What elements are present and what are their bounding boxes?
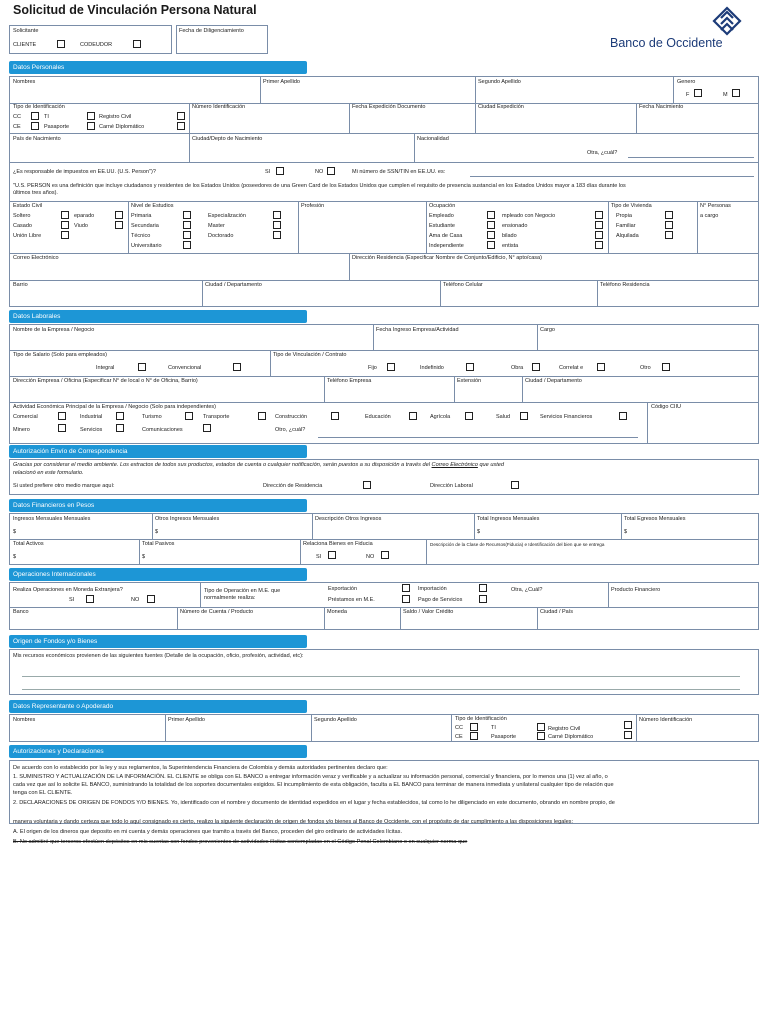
ama-de-casa-checkbox[interactable] [487,231,495,239]
ciudad-expedicion-label: Ciudad Expedición [478,104,524,110]
section-correspondencia: Autorización Envío de Correspondencia [9,445,307,458]
nacionalidad-label: Nacionalidad [417,136,449,142]
importacion-label: Importación [418,586,447,592]
section-financieros: Datos Financieros en Pesos [9,499,307,512]
agricola-label: Agrícola [430,414,451,420]
rep-ce-checkbox[interactable] [470,732,478,740]
construccion-label: Construcción [275,414,308,420]
casado-checkbox[interactable] [61,221,69,229]
familiar-label: Familiar [616,223,636,229]
total-egresos-label: Total Egresos Mensuales [624,516,686,522]
descripcion-otros-label: Descripción Otros Ingresos [315,516,382,522]
propia-label: Propia [616,213,632,219]
autorizaciones-p8: B. No admitiré que terceros efectúen depósitos en mis cuentas con fondos provenientes de actividades ilícitas contempladas en el Código Penal Colombiano o en cualquier norma que [13,839,468,845]
numero-cuenta-label: Número de Cuenta / Producto [180,609,254,615]
us-si-label: SI [265,169,271,175]
educacion-checkbox[interactable] [409,412,417,420]
producto-financiero-label: Producto Financiero [611,587,661,593]
turismo-label: Turismo [142,414,162,420]
nombres-label: Nombres [13,79,36,85]
minero-label: Minero [13,427,30,433]
salud-checkbox[interactable] [520,412,528,420]
cliente-checkbox[interactable] [57,40,65,48]
saldo-label: Saldo / Valor Crédito [403,609,454,615]
obra-label: Obra [511,365,524,371]
empleado-checkbox[interactable] [487,211,495,219]
familiar-checkbox[interactable] [665,221,673,229]
operaciones-no-checkbox[interactable] [147,595,155,603]
independiente-label: Independiente [429,243,464,249]
ce-label: CE [13,124,21,130]
origen-fondos-text: Mis recursos económicos provienen de las siguientes fuentes (Detalle de la ocupación, oficio, profesión, actividad, etc): [13,653,304,659]
exportacion-checkbox[interactable] [402,584,410,592]
servicios-checkbox[interactable] [116,424,124,432]
rep-numero-id-label: Número Identificación [639,717,693,723]
soltero-label: Soltero [13,213,31,219]
fiducia-no-checkbox[interactable] [381,551,389,559]
bank-name: Banco de Occidente [610,36,723,50]
primaria-label: Primaria [131,213,152,219]
comunicaciones-label: Comunicaciones [142,427,183,433]
industrial-checkbox[interactable] [116,412,124,420]
otros-ingresos-label: Otros Ingresos Mensuales [155,516,220,522]
jubilado-checkbox[interactable] [595,231,603,239]
cargo-label: Cargo [540,327,555,333]
section-representante: Datos Representante o Apoderado [9,700,307,713]
us-si-checkbox[interactable] [276,167,284,175]
rentista-checkbox[interactable] [595,241,603,249]
rentista-label: entista [502,243,519,249]
cliente-label: CLIENTE [13,42,37,48]
jubilado-label: bilado [502,233,517,239]
universitario-label: Universitario [131,243,162,249]
pasivos-peso: $ [142,554,146,560]
especializacion-label: Especialización [208,213,246,219]
otro-actividad-label: Otro, ¿cuál? [275,427,306,433]
tecnico-label: Técnico [131,233,151,239]
prestamos-label: Préstamos en M.E. [328,597,375,603]
realiza-operaciones-label: Realiza Operaciones en Moneda Extranjera? [13,587,123,593]
servicios-financieros-checkbox[interactable] [619,412,627,420]
segundo-apellido-label: Segundo Apellido [478,79,521,85]
pensionado-label: ensionado [502,223,528,229]
rep-cc-label: CC [455,725,463,731]
autorizaciones-p4: tenga con EL CLIENTE. [13,790,73,796]
correspondencia-text [13,461,504,469]
rep-cc-checkbox[interactable] [470,723,478,731]
operaciones-no-label: NO [131,597,140,603]
page-title: Solicitud de Vinculación Persona Natural [13,3,257,17]
us-no-label: NO [315,169,324,175]
section-operaciones-internacionales: Operaciones Internacionales [9,568,307,581]
rep-ti-label: TI [491,725,496,731]
alquilada-checkbox[interactable] [665,231,673,239]
section-datos-personales: Datos Personales [9,61,307,74]
total-activos-label: Total Activos [13,541,44,547]
rep-carne-checkbox[interactable] [624,731,632,739]
comercial-checkbox[interactable] [58,412,66,420]
dir-residencia-checkbox[interactable] [363,481,371,489]
codeudor-checkbox[interactable] [133,40,141,48]
ciudad-empresa-label: Ciudad / Departamento [525,378,582,384]
comercial-label: Comercial [13,414,38,420]
estudiante-label: Estudiante [429,223,455,229]
autorizaciones-p1: De acuerdo con lo establecido por la ley y sus reglamentos, la Superintendencia Financiera de Colombia y demás autoridades pertinentes declaro que: [13,765,388,771]
dir-residencia-label: Dirección de Residencia [263,483,323,489]
fijo-checkbox[interactable] [387,363,395,371]
autorizaciones-p6: manera voluntaria y dando certeza que todo lo aquí consignado es cierto, realizo la siguiente declaración de origen de fondos y/o bienes al Banco de Occidente, con el propósito de dar cumplimiento a las disposiciones legales: [13,819,574,825]
prestamos-checkbox[interactable] [402,595,410,603]
independiente-checkbox[interactable] [487,241,495,249]
especializacion-checkbox[interactable] [273,211,281,219]
rep-carne-label: Carné Diplomático [548,734,594,740]
us-person-question: ¿Es responsable de impuestos en EE.UU. (U.S. Person")? [13,169,156,175]
total-egresos-peso: $ [624,529,628,535]
fiducia-no-label: NO [366,554,375,560]
rep-registro-civil-label: Registro Civil [548,726,581,732]
ti-checkbox[interactable] [87,112,95,120]
rep-tipo-id-label: Tipo de Identificación [455,716,507,722]
primer-apellido-label: Primer Apellido [263,79,300,85]
pasaporte-label: Pasaporte [44,124,70,130]
section-autorizaciones: Autorizaciones y Declaraciones [9,745,307,758]
fiducia-label: Relaciona Bienes en Fiducia [303,541,373,547]
ti-label: TI [44,114,49,120]
otros-peso: $ [155,529,159,535]
personas-cargo-label: N° Personas [700,203,731,209]
operaciones-si-label: SI [69,597,75,603]
alquilada-label: Alquilada [616,233,639,239]
union-libre-checkbox[interactable] [61,231,69,239]
doctorado-checkbox[interactable] [273,231,281,239]
rep-nombres-label: Nombres [13,717,36,723]
rep-registro-civil-checkbox[interactable] [624,721,632,729]
empleado-negocio-checkbox[interactable] [595,211,603,219]
industrial-label: Industrial [80,414,103,420]
celular-label: Teléfono Celular [443,282,483,288]
direccion-residencia-label: Dirección Residencia (Especificar Nombre de Conjunto/Edificio, N° apto/casa) [352,255,542,261]
genero-label: Genero [677,79,696,85]
correspondencia-text-1b: que usted [479,462,505,468]
extension-label: Extensión [457,378,482,384]
rep-pasaporte-checkbox[interactable] [537,732,545,740]
pago-servicios-checkbox[interactable] [479,595,487,603]
registro-civil-label: Registro Civil [99,114,132,120]
cc-label: CC [13,114,21,120]
telefono-empresa-label: Teléfono Empresa [327,378,372,384]
barrio-label: Barrio [13,282,28,288]
carne-label: Carné Diplomático [99,124,145,130]
telefono-residencia-label: Teléfono Residencia [600,282,650,288]
otra-nacionalidad-label: Otra, ¿cuál? [587,150,618,156]
comunicaciones-checkbox[interactable] [203,424,211,432]
correspondencia-text-1: Gracias por considerar el medio ambiente. Los extractos de todos sus productos, estados de cuenta o cualquier notificación, serán puestos a su disposición a través del [13,462,430,468]
pais-nacimiento-label: País de Nacimiento [13,136,61,142]
tipo-vivienda-label: Tipo de Vivienda [611,203,652,209]
pago-servicios-label: Pago de Servicios [418,597,463,603]
construccion-checkbox[interactable] [331,412,339,420]
codeudor-label: CODEUDOR [80,42,113,48]
indefinido-checkbox[interactable] [466,363,474,371]
correlativo-label: Correlat e [559,365,584,371]
autorizaciones-p2: 1. SUMINISTRO Y ACTUALIZACIÓN DE LA INFORMACIÓN. EL CLIENTE se obliga con EL BANCO a entregar información veraz y verificable y a actualizar su información personal, comercial y financiera, por lo menos una (1) vez al año, o [13,774,608,780]
actividad-economica-label: Actividad Económica Principal de la Empresa / Negocio (Solo para independientes) [13,404,217,410]
ciudad-pais-label: Ciudad / País [540,609,574,615]
descripcion-fiducia-label: Descripción de la Clase de Recursos(Fiducia) e Identificación del bien que se entrega [430,542,605,547]
servicios-financieros-label: Servicios Financieros [540,414,593,420]
operaciones-si-checkbox[interactable] [86,595,94,603]
genero-f-checkbox[interactable] [694,89,702,97]
separado-checkbox[interactable] [115,211,123,219]
viudo-checkbox[interactable] [115,221,123,229]
empleado-label: Empleado [429,213,454,219]
autorizaciones-p7: A. El origen de los dineros que deposito en mi cuenta y demás operaciones que tramito a través del Banco, proceden del giro ordinario de actividades lícitas. [13,829,402,835]
integral-checkbox[interactable] [138,363,146,371]
fijo-label: Fijo [368,365,377,371]
total-pasivos-label: Total Pasivos [142,541,175,547]
pensionado-checkbox[interactable] [595,221,603,229]
empleado-negocio-label: mpleado con Negocio [502,213,556,219]
otro-contrato-label: Otro [640,365,651,371]
ocupacion-label: Ocupación [429,203,456,209]
propia-checkbox[interactable] [665,211,673,219]
genero-m-label: M [723,92,728,98]
tecnico-checkbox[interactable] [183,231,191,239]
minero-checkbox[interactable] [58,424,66,432]
convencional-label: Convencional [168,365,202,371]
numero-id-label: Número Identificación [192,104,246,110]
salud-label: Salud [496,414,511,420]
activos-peso: $ [13,554,17,560]
ama-de-casa-label: Ama de Casa [429,233,463,239]
separado-label: eparado [74,213,95,219]
integral-label: Integral [96,365,115,371]
direccion-empresa-label: Dirección Empresa / Oficina (Especificar N° de local o N° de Oficina, Barrio) [13,378,198,384]
importacion-checkbox[interactable] [479,584,487,592]
convencional-checkbox[interactable] [233,363,241,371]
universitario-checkbox[interactable] [183,241,191,249]
fiducia-si-label: SI [316,554,322,560]
tipo-operacion-label: Tipo de Operación en M.E. que [204,588,281,594]
master-checkbox[interactable] [273,221,281,229]
tipo-vinculacion-label: Tipo de Vinculación / Contrato [273,352,347,358]
bank-logo-icon [712,6,742,36]
section-datos-laborales: Datos Laborales [9,310,307,323]
nivel-estudios-label: Nivel de Estudios [131,203,174,209]
soltero-checkbox[interactable] [61,211,69,219]
ciudad-depto-label: Ciudad / Departamento [205,282,262,288]
obra-checkbox[interactable] [532,363,540,371]
moneda-label: Moneda [327,609,347,615]
prefiere-label: Si usted prefiere otro medio marque aquí: [13,483,115,489]
genero-f-label: F [686,92,690,98]
agricola-checkbox[interactable] [465,412,473,420]
rep-pasaporte-label: Pasaporte [491,734,517,740]
profesion-label: Profesión [301,203,325,209]
rep-segundo-apellido-label: Segundo Apellido [314,717,357,723]
fecha-expedicion-label: Fecha Expedición Documento [352,104,426,110]
doctorado-label: Doctorado [208,233,234,239]
correo-label: Correo Electrónico [13,255,59,261]
ingresos-peso: $ [13,529,17,535]
total-ingresos-label: Total Ingresos Mensuales [477,516,540,522]
educacion-label: Educación [365,414,391,420]
casado-label: Casado [13,223,32,229]
autorizaciones-p3: cada vez que así lo solicite EL BANCO, suministrando la totalidad de los soportes documentales exigidos. El incumplimiento de esta obligación, faculta a EL BANCO para terminar de manera inmediata y unilateral cualquier tipo de relación que [13,782,614,788]
estado-civil-label: Estado Civil [13,203,43,209]
union-libre-label: Unión Libre [13,233,42,239]
registro-civil-checkbox[interactable] [177,112,185,120]
viudo-label: Viudo [74,223,88,229]
genero-m-checkbox[interactable] [732,89,740,97]
section-origen-fondos: Origen de Fondos y/o Bienes [9,635,307,648]
fecha-ingreso-label: Fecha Ingreso Empresa/Actividad [376,327,459,333]
secundaria-checkbox[interactable] [183,221,191,229]
pasaporte-checkbox[interactable] [87,122,95,130]
fecha-nacimiento-label: Fecha Nacimiento [639,104,684,110]
ssn-label: Mi número de SSN/TIN en EE.UU. es: [352,169,446,175]
personas-cargo-label-2: a cargo [700,213,719,219]
indefinido-label: Indefinido [420,365,444,371]
fecha-label: Fecha de Diligenciamiento [179,28,244,34]
correlativo-checkbox[interactable] [597,363,605,371]
correspondencia-text-2: relacionó en este formulario. [13,470,84,476]
correo-electronico-link[interactable]: Correo Electrónico [431,462,478,468]
otra-operacion-label: Otra, ¿Cuál? [511,587,543,593]
dir-laboral-checkbox[interactable] [511,481,519,489]
carne-checkbox[interactable] [177,122,185,130]
cc-checkbox[interactable] [31,112,39,120]
master-label: Master [208,223,225,229]
rep-ce-label: CE [455,734,463,740]
ciudad-nacimiento-label: Ciudad/Depto de Nacimiento [192,136,263,142]
rep-ti-checkbox[interactable] [537,723,545,731]
transporte-label: Transporte [203,414,230,420]
autorizaciones-p5: 2. DECLARACIONES DE ORIGEN DE FONDOS Y/O BIENES. Yo, identificado con el nombre y documento de identidad expedidos en el lugar y fecha establecidos, tal como lo he diligenciado en este documento, obrando en nombre propio, de [13,800,615,806]
codigo-ciiu-label: Código CIIU [651,404,681,410]
dir-laboral-label: Dirección Laboral [430,483,473,489]
ingresos-label: Ingresos Mensuales Mensuales [13,516,91,522]
tipo-id-label: Tipo de Identificación [13,104,65,110]
us-person-note: "U.S. PERSON es una definición que incluye ciudadanos y residentes de los Estados Unidos (poseedores de una Green Card de los Estados Unidos que cumplen el requisito de presencia sustancial en los Estados Unidos mayor a 183 días durante los [13,183,626,189]
fiducia-si-checkbox[interactable] [328,551,336,559]
empresa-label: Nombre de la Empresa / Negocio [13,327,95,333]
estudiante-checkbox[interactable] [487,221,495,229]
total-ingresos-peso: $ [477,529,481,535]
solicitante-label: Solicitante [13,28,39,34]
servicios-label: Servicios [80,427,103,433]
us-person-note-2: últimos tres años). [13,190,58,196]
secundaria-label: Secundaria [131,223,159,229]
banco-label: Banco [13,609,29,615]
rep-primer-apellido-label: Primer Apellido [168,717,205,723]
otro-contrato-checkbox[interactable] [662,363,670,371]
tipo-operacion-label-2: normalmente realiza: [204,595,256,601]
exportacion-label: Exportación [328,586,358,592]
ce-checkbox[interactable] [31,122,39,130]
transporte-checkbox[interactable] [258,412,266,420]
turismo-checkbox[interactable] [185,412,193,420]
tipo-salario-label: Tipo de Salario (Solo para empleados) [13,352,107,358]
us-no-checkbox[interactable] [327,167,335,175]
primaria-checkbox[interactable] [183,211,191,219]
